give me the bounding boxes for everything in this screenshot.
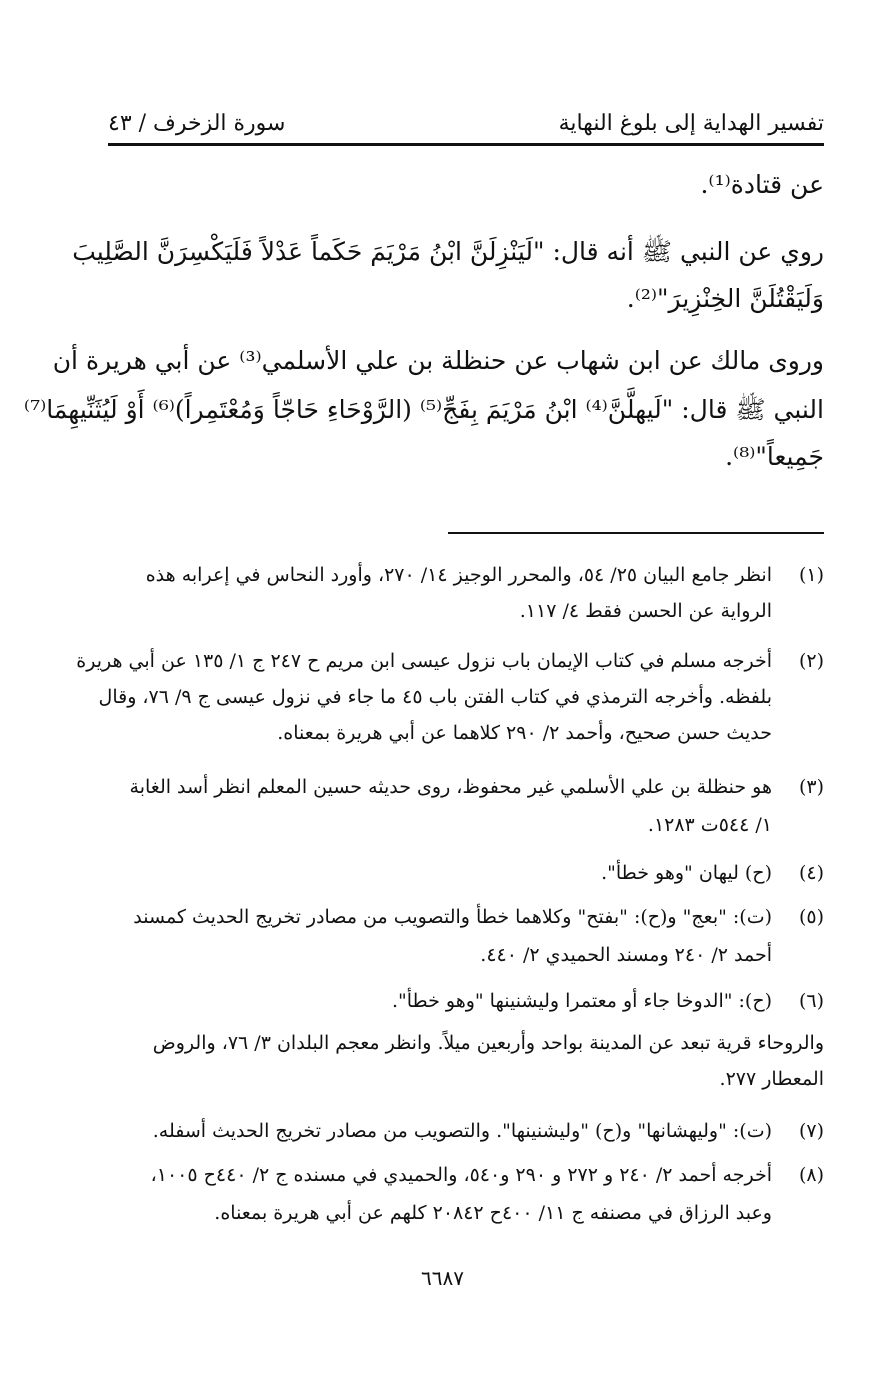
footnote-4 <box>108 862 824 896</box>
footnote-line: حديث حسن صحيح، وأحمد ٢/ ٢٩٠ كلاهما عن أبي هريرة بمعناه. <box>277 722 772 744</box>
header-rule <box>108 143 824 146</box>
footnote-1 <box>108 564 824 634</box>
footnote-5 <box>108 906 824 976</box>
footnote-number: (٤) <box>798 862 824 884</box>
footnote-number: (٨) <box>798 1164 824 1186</box>
body-paragraph-3 <box>23 346 824 486</box>
footnote-line: المعطار ٢٧٧. <box>719 1068 824 1090</box>
footnote-line: الرواية عن الحسن فقط ٤/ ١١٧. <box>519 600 772 622</box>
book-title: تفسير الهداية إلى بلوغ النهاية <box>558 111 824 136</box>
footnote-line: وعبد الرزاق في مصنفه ج ١١/ ٤٠٠ح ٢٠٨٤٢ كلهم عن أبي هريرة بمعناه. <box>214 1202 772 1224</box>
body-paragraph-2 <box>72 236 824 326</box>
footnote-number: (٧) <box>798 1120 824 1142</box>
footnote-line: (ح) ليهان "وهو خطأ". <box>601 862 772 884</box>
footnote-3 <box>108 776 824 846</box>
page-number: ٦٦٨٧ <box>421 1266 464 1290</box>
footnote-number: (٥) <box>798 906 824 928</box>
surah-label: سورة الزخرف / ٤٣ <box>108 111 286 136</box>
footnote-number: (٢) <box>798 650 824 672</box>
footnote-line: (ت): "بعج" و(ح): "بفتح" وكلاهما خطأ والتصويب من مصادر تخريج الحديث كمسند <box>133 906 772 928</box>
body-text-line: وروى مالك عن ابن شهاب عن حنظلة بن علي الأسلمي⁽³⁾ عن أبي هريرة أن <box>52 346 824 375</box>
footnote-number: (١) <box>798 564 824 586</box>
footnote-line: ١/ ٥٤٤ت ١٢٨٣. <box>647 814 772 836</box>
footnote-8 <box>108 1164 824 1236</box>
body-text-line: وَلَيَقْتُلَنَّ الخِنْزِيرَ"⁽²⁾. <box>626 284 824 313</box>
footnote-line: أخرجه أحمد ٢/ ٢٤٠ و ٢٧٢ و ٢٩٠ و٥٤٠، والحميدي في مسنده ج ٢/ ٤٤٠ح ١٠٠٥، <box>150 1164 772 1186</box>
footnote-7 <box>108 1120 824 1154</box>
footnote-number: (٣) <box>798 776 824 798</box>
footnote-separator <box>448 532 824 534</box>
footnote-line: أحمد ٢/ ٢٤٠ ومسند الحميدي ٢/ ٤٤٠. <box>480 944 772 966</box>
footnote-line: انظر جامع البيان ٢٥/ ٥٤، والمحرر الوجيز ١٤/ ٢٧٠، وأورد النحاس في إعرابه هذه <box>145 564 772 586</box>
footnote-6 <box>108 990 824 1100</box>
footnote-line: أخرجه مسلم في كتاب الإيمان باب نزول عيسى ابن مريم ح ٢٤٧ ج ١/ ١٣٥ عن أبي هريرة <box>76 650 772 672</box>
body-text-line: روي عن النبي ﷺ أنه قال: "لَيَنْزِلَنَّ ابْنُ مَرْيَمَ حَكَماً عَدْلاً فَلَيَكْسِرَنَّ الصَّلِيبَ <box>72 237 824 266</box>
footnote-line: هو حنظلة بن علي الأسلمي غير محفوظ، روى حديثه حسين المعلم انظر أسد الغابة <box>129 776 772 798</box>
footnote-line: (ت): "وليهشانها" و(ح) "وليشنينها". والتصويب من مصادر تخريج الحديث أسفله. <box>152 1120 772 1142</box>
body-text-line: النبي ﷺ قال: "لَيهلَّنَّ⁽⁴⁾ ابْنُ مَرْيَمَ بِفَجِّ⁽⁵⁾ (الرَّوْحَاءِ حَاجّاً وَمُعْتَمِراً)⁽⁶⁾ أَوْ لَيُثَنِّيهِمَا⁽⁷⁾ <box>23 395 824 424</box>
footnote-line: (ح): "الدوخا جاء أو معتمرا وليشنينها "وهو خطأ". <box>391 990 772 1012</box>
body-line-1 <box>108 170 824 210</box>
body-text-line: جَمِيعاً"⁽⁸⁾. <box>725 442 824 471</box>
footnote-2 <box>76 650 824 760</box>
footnote-line: والروحاء قرية تبعد عن المدينة بواحد وأربعين ميلاً. وانظر معجم البلدان ٣/ ٧٦، والروض <box>152 1032 824 1054</box>
body-text-line: عن قتادة⁽¹⁾. <box>700 170 824 199</box>
footnote-line: بلفظه. وأخرجه الترمذي في كتاب الفتن باب ٤٥ ما جاء في نزول عيسى ج ٩/ ٧٦، وقال <box>98 686 772 708</box>
footnote-number: (٦) <box>798 990 824 1012</box>
running-header <box>108 96 824 136</box>
